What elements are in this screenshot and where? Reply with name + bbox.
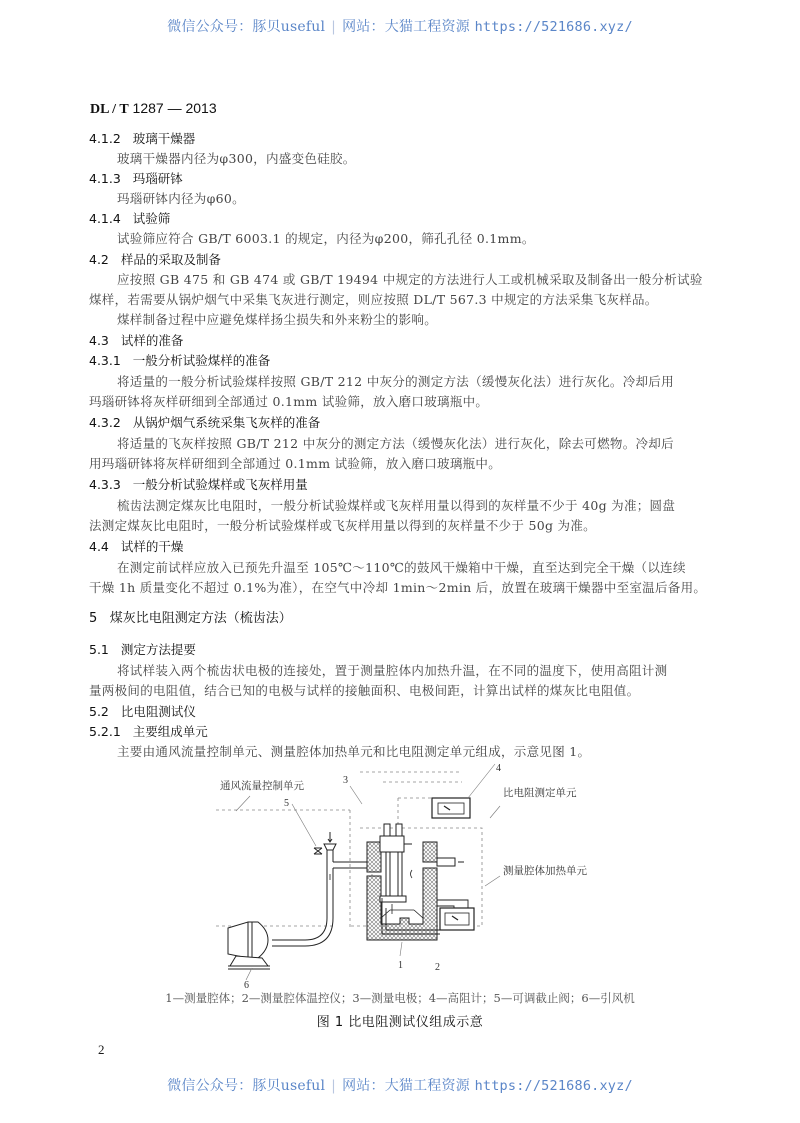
heading-5-1 <box>89 641 196 659</box>
section-number: 4.4 <box>89 539 109 554</box>
section-number: 4.3.1 <box>89 353 121 368</box>
heading-4-1-3 <box>89 170 183 188</box>
measuring-electrodes <box>380 824 412 914</box>
paragraph: 应按照 GB 475 和 GB 474 或 GB/T 19494 中规定的方法进行人工或机械采取及制备出一般分析试验 <box>117 272 703 287</box>
watermark-site-label: 网站：大猫工程资源 <box>342 1078 470 1094</box>
part-number-4: 4 <box>496 763 501 774</box>
section-title: 主要组成单元 <box>132 724 208 739</box>
watermark-url: https://521686.xyz/ <box>474 19 633 35</box>
section-title: 试样的干燥 <box>120 539 184 554</box>
watermark-bottom <box>0 1075 800 1095</box>
label-airflow-control-unit: 通风流量控制单元 <box>220 780 304 792</box>
paragraph: 将适量的一般分析试验煤样按照 GB/T 212 中灰分的测定方法（缓慢灰化法）进行灰化。冷却后用 <box>117 374 674 389</box>
paragraph: 在测定前试样应放入已预先升温至 105℃～110℃的鼓风干燥箱中干燥，直至达到完全干燥（以连续 <box>117 560 686 575</box>
heading-4-3-1 <box>89 352 270 370</box>
part-number-1: 1 <box>398 960 403 971</box>
paragraph: 玻璃干燥器内径为φ300，内盛变色硅胶。 <box>117 151 356 166</box>
figure-caption: 图 1 比电阻测试仪组成示意 <box>316 1015 484 1030</box>
section-number: 5.1 <box>89 642 109 657</box>
standard-number: 1287 — 2013 <box>132 100 217 116</box>
heading-4-1-4 <box>89 210 170 228</box>
section-number: 4.1.3 <box>89 171 121 186</box>
unit-boundaries <box>216 772 482 928</box>
section-title: 一般分析试验煤样的准备 <box>132 353 271 368</box>
heading-4-4 <box>89 538 183 556</box>
paragraph: 干燥 1h 质量变化不超过 0.1%为准），在空气中冷却 1min～2min 后，放置在玻璃干燥器中至室温后备用。 <box>89 580 707 595</box>
paragraph: 法测定煤灰比电阻时，一般分析试验煤样或飞灰样用量以得到的灰样量不少于 50g 为准。 <box>89 518 596 533</box>
high-resistance-meter <box>432 798 470 818</box>
part-number-6: 6 <box>244 980 249 988</box>
label-resistivity-unit: 比电阻测定单元 <box>503 787 577 799</box>
paragraph: 煤样制备过程中应避免煤样扬尘损失和外来粉尘的影响。 <box>117 312 438 327</box>
section-number: 5 <box>89 611 98 626</box>
watermark-top <box>0 16 800 36</box>
heading-5-2 <box>89 703 196 721</box>
section-title: 玛瑙研钵 <box>132 171 183 186</box>
section-title: 试样的准备 <box>120 333 184 348</box>
heading-5-2-1 <box>89 723 208 741</box>
section-number: 4.3.2 <box>89 415 121 430</box>
adjustable-valve-and-pipe <box>272 832 367 946</box>
paragraph: 主要由通风流量控制单元、测量腔体加热单元和比电阻测定单元组成，示意见图 1。 <box>117 744 591 759</box>
resistivity-tester-schematic <box>200 758 600 988</box>
section-number: 5.2 <box>89 704 109 719</box>
standard-code <box>90 100 217 118</box>
figure-1-diagram <box>200 758 600 988</box>
paragraph: 玛瑙研钵将灰样研细到全部通过 0.1mm 试验筛，放入磨口玻璃瓶中。 <box>89 394 489 409</box>
figure-legend: 1—测量腔体；2—测量腔体温控仪；3—测量电极；4—高阻计；5—可调截止阀；6—引风机 <box>165 991 635 1005</box>
heading-4-1-2 <box>89 130 195 148</box>
paragraph: 试验筛应符合 GB/T 6003.1 的规定，内径为φ200，筛孔孔径 0.1mm。 <box>117 231 535 246</box>
section-title: 样品的采取及制备 <box>120 252 221 267</box>
heading-4-3 <box>89 332 183 350</box>
standard-prefix: DL / T <box>90 102 129 117</box>
part-number-2: 2 <box>435 962 440 973</box>
section-title: 一般分析试验煤样或飞灰样用量 <box>132 477 308 492</box>
part-number-3: 3 <box>343 775 348 786</box>
paragraph: 煤样，若需要从锅炉烟气中采集飞灰进行测定，则应按照 DL/T 567.3 中规定的方法采集飞灰样品。 <box>89 292 658 307</box>
paragraph: 将适量的飞灰样按照 GB/T 212 中灰分的测定方法（缓慢灰化法）进行灰化，除去可燃物。冷却后 <box>117 436 674 451</box>
paragraph: 梳齿法测定煤灰比电阻时，一般分析试验煤样或飞灰样用量以得到的灰样量不少于 40g 为准；圆盘 <box>117 498 676 513</box>
heading-4-3-3 <box>89 476 308 494</box>
heading-5 <box>89 610 292 628</box>
watermark-wechat: 微信公众号：豚贝useful <box>167 1078 326 1094</box>
heading-4-3-2 <box>89 414 320 432</box>
section-number: 4.3.3 <box>89 477 121 492</box>
section-number: 4.2 <box>89 252 109 267</box>
paragraph: 用玛瑙研钵将灰样研细到全部通过 0.1mm 试验筛，放入磨口玻璃瓶中。 <box>89 456 502 471</box>
section-title: 从锅炉烟气系统采集飞灰样的准备 <box>132 415 321 430</box>
paragraph: 将试样装入两个梳齿状电极的连接处，置于测量腔体内加热升温，在不同的温度下，使用高阻计测 <box>117 663 668 678</box>
paragraph: 玛瑙研钵内径为φ60。 <box>117 191 245 206</box>
watermark-wechat: 微信公众号：豚贝useful <box>167 19 326 35</box>
label-heating-unit: 测量腔体加热单元 <box>503 865 587 877</box>
section-number: 4.3 <box>89 333 109 348</box>
heading-4-2 <box>89 251 221 269</box>
paragraph: 量两极间的电阻值，结合已知的电极与试样的接触面积、电极间距，计算出试样的煤灰比电阻值。 <box>89 683 640 698</box>
section-number: 4.1.4 <box>89 211 121 226</box>
watermark-separator: | <box>331 1078 337 1094</box>
induced-draft-fan <box>228 922 270 969</box>
page-number: 2 <box>98 1042 105 1057</box>
section-title: 比电阻测试仪 <box>120 704 196 719</box>
section-number: 4.1.2 <box>89 131 121 146</box>
section-title: 测定方法提要 <box>120 642 196 657</box>
watermark-url: https://521686.xyz/ <box>474 1078 633 1094</box>
section-number: 5.2.1 <box>89 724 121 739</box>
section-title: 玻璃干燥器 <box>132 131 196 146</box>
part-number-5: 5 <box>284 798 289 809</box>
section-title: 试验筛 <box>132 211 171 226</box>
watermark-site-label: 网站：大猫工程资源 <box>342 19 470 35</box>
section-title: 煤灰比电阻测定方法（梳齿法） <box>109 611 292 626</box>
watermark-separator: | <box>331 19 337 35</box>
